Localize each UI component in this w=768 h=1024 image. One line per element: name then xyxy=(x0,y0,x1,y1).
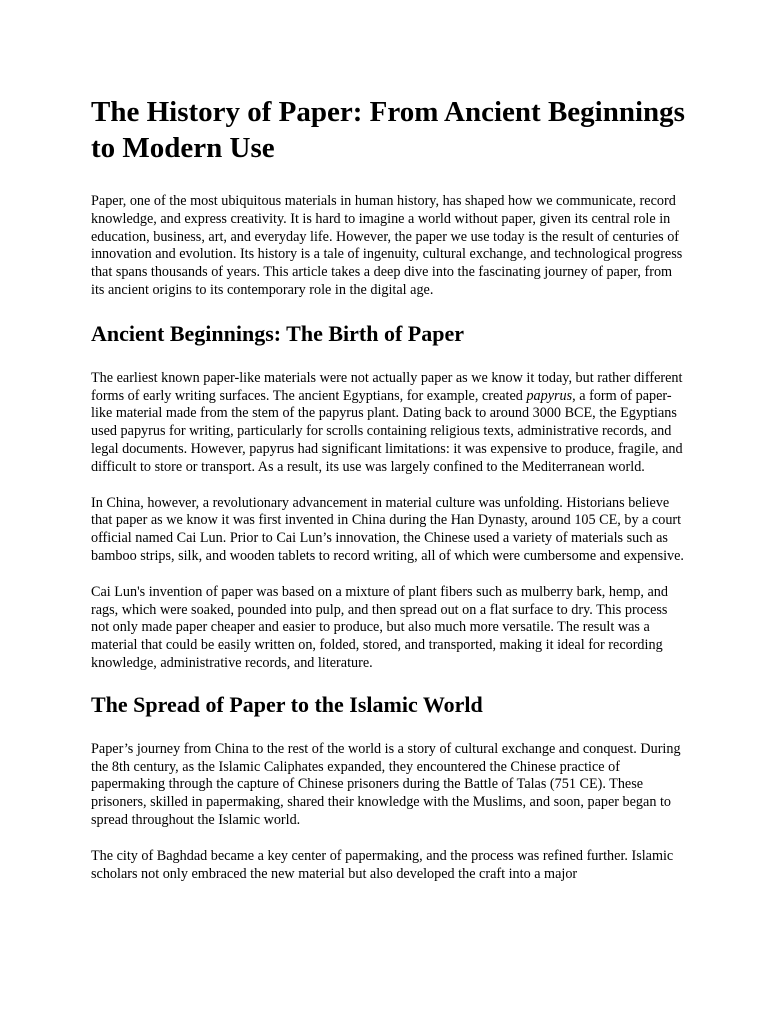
section-heading-islamic-world: The Spread of Paper to the Islamic World xyxy=(91,691,483,717)
section-heading-ancient-beginnings: Ancient Beginnings: The Birth of Paper xyxy=(91,320,465,346)
paragraph-cai-lun: Cai Lun's invention of paper was based on a mixture of plant fibers such as mulberry bark, hemp, and rags, which were soaked, pounded into pulp, and then spread out on a flat surface to dry. This process not only made paper cheaper and easier to produce, but also much more versatile. The result was a material that could be easily written on, folded, stored, and transported, making it ideal for recording knowledge, administrative records, and literature. xyxy=(91,583,668,671)
paragraph-baghdad: The city of Baghdad became a key center of papermaking, and the process was refined further. Islamic scholars not only embraced the new material but also developed the craft into a major xyxy=(91,847,674,882)
paragraph-talas: Paper’s journey from China to the rest of the world is a story of cultural exchange and conquest. During the 8th century, as the Islamic Caliphates expanded, they encountered the Chinese practice of papermaking through the capture of Chinese prisoners during the Battle of Talas (751 CE). These prisoners, skilled in papermaking, shared their knowledge with the Muslims, and soon, paper began to spread throughout the Islamic world. xyxy=(91,740,681,828)
document-title: The History of Paper: From Ancient Beginnings to Modern Use xyxy=(91,96,685,164)
paragraph-papyrus xyxy=(91,370,688,477)
paragraph-text: The earliest known paper-like materials were not actually paper as we know it today, but rather different forms of early writing surfaces. The ancient Egyptians, for example, created xyxy=(91,369,683,404)
intro-paragraph: Paper, one of the most ubiquitous materials in human history, has shaped how we communicate, record knowledge, and express creativity. It is hard to imagine a world without paper, given its central role in education, business, art, and everyday life. However, the paper we use today is the result of centuries of innovation and evolution. Its history is a tale of ingenuity, cultural exchange, and technological progress that spans thousands of years. This article takes a deep dive into the fascinating journey of paper, from its ancient origins to its contemporary role in the digital age. xyxy=(91,193,683,298)
paragraph-text: , a form of paper-like material made from the stem of the papyrus plant. Dating back to around 3000 BCE, the Egyptians used papyrus for writing, particularly for scrolls containing religious texts, administrative records, and legal documents. However, papyrus had significant limitations: it was expensive to produce, fragile, and difficult to store or transport. As a result, its use was largely confined to the Mediterranean world. xyxy=(91,387,683,475)
emphasis-papyrus: papyrus xyxy=(526,387,573,404)
paragraph-china: In China, however, a revolutionary advancement in material culture was unfolding. Historians believe that paper as we know it was first invented in China during the Han Dynasty, around 105 CE, by a court official named Cai Lun. Prior to Cai Lun’s innovation, the Chinese used a variety of materials such as bamboo strips, silk, and wooden tablets to record writing, all of which were cumbersome and expensive. xyxy=(91,494,684,564)
